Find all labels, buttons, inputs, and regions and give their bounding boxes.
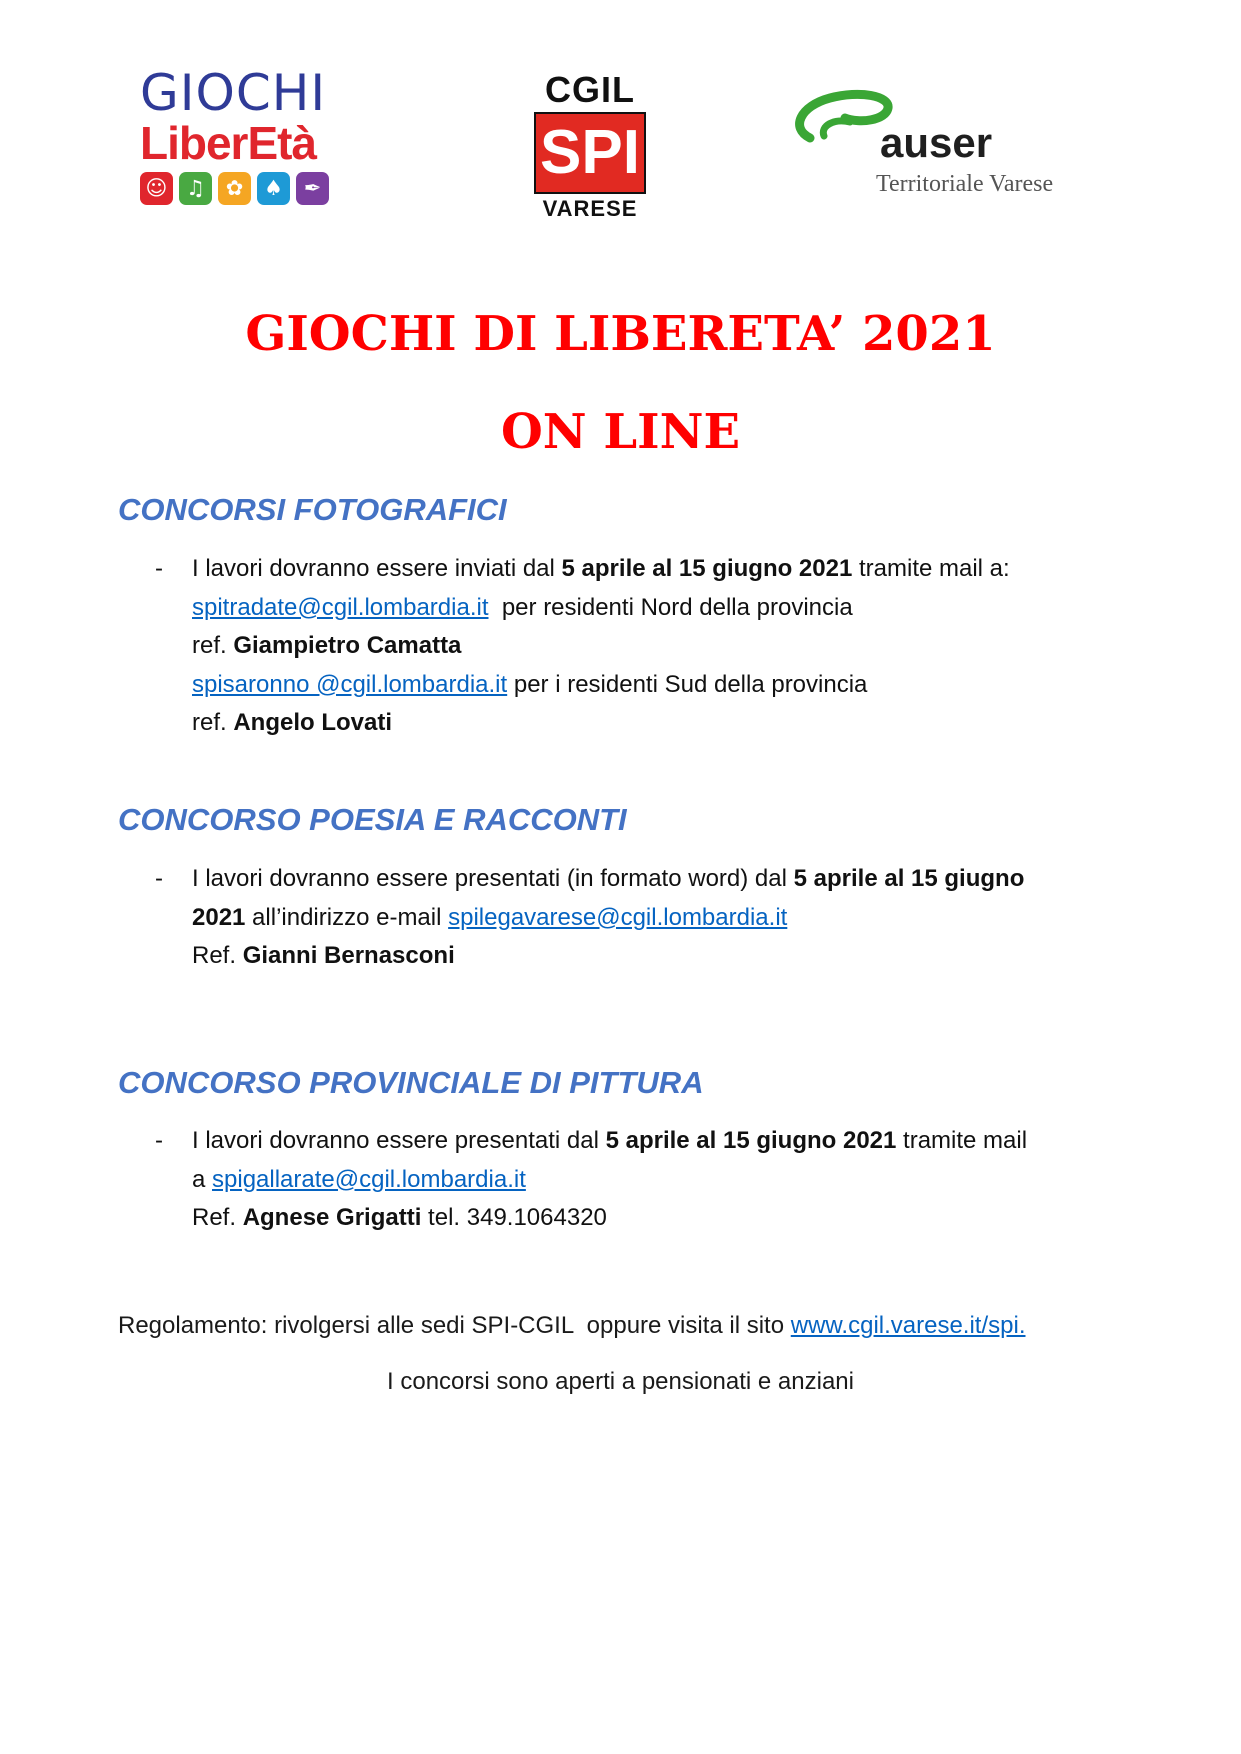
bullet-dash: - (155, 865, 163, 892)
ref-name: Angelo Lovati (233, 709, 393, 736)
cgil-spi-varese-logo (534, 69, 646, 221)
text: a (192, 1165, 213, 1193)
cgil-logo-text: CGIL (545, 69, 635, 110)
music-note-icon: ♫ (179, 172, 212, 205)
section-heading-foto: CONCORSI FOTOGRAFICI (118, 492, 507, 527)
text: I lavori dovranno essere presentati dal (192, 1127, 606, 1154)
text: all’indirizzo e-mail (245, 903, 449, 931)
text: per i residenti Sud della provincia (507, 670, 868, 698)
foto-details (192, 550, 1010, 743)
text: Regolamento: rivolgersi alle sedi SPI-CGIL oppure visita il sito (118, 1312, 791, 1339)
email-link-saronno[interactable]: spisaronno @cgil.lombardia.it (192, 670, 508, 698)
foto-line-2 (192, 589, 1010, 628)
poesia-line-3 (192, 937, 1024, 976)
ref-label: Ref. (192, 942, 243, 969)
poesia-details (192, 860, 1024, 976)
logo-icon-row (140, 172, 350, 205)
text: tramite mail a: (852, 555, 1010, 582)
year: 2021 (192, 903, 246, 931)
auser-logo (790, 88, 1080, 200)
date-range: 5 aprile al 15 giugno 2021 (605, 1127, 897, 1154)
playing-card-icon: ♠ (257, 172, 290, 205)
regolamento-line (118, 1310, 1026, 1342)
auser-logo-text: auser (880, 119, 993, 166)
foto-line-1 (192, 550, 1010, 589)
ref-label: ref. (192, 632, 234, 659)
varese-logo-text: VARESE (542, 196, 638, 221)
foto-line-3 (192, 627, 1010, 666)
pittura-line-3 (192, 1199, 1027, 1238)
page-title: GIOCHI DI LIBERETA’ 2021 (245, 306, 996, 362)
giochi-liberta-logo (140, 64, 350, 218)
ref-label: ref. (192, 709, 234, 736)
poesia-line-2 (192, 899, 1024, 938)
poesia-line-1 (192, 860, 1024, 899)
text: I lavori dovranno essere presentati (in formato word) dal (192, 865, 794, 892)
text: per residenti Nord della provincia (488, 593, 853, 621)
page-subtitle: ON LINE (500, 404, 741, 460)
foto-line-5 (192, 704, 1010, 743)
audience-note: I concorsi sono aperti a pensionati e anziani (387, 1368, 854, 1395)
section-heading-pittura: CONCORSO PROVINCIALE DI PITTURA (118, 1065, 704, 1100)
section-heading-poesia: CONCORSO POESIA E RACCONTI (118, 802, 627, 837)
palette-icon: ✿ (218, 172, 251, 205)
liberta-logo-text: LiberEtà (140, 117, 317, 169)
foto-line-4 (192, 666, 1010, 705)
giochi-logo-text: GIOCHI (140, 64, 327, 122)
bullet-dash: - (155, 1127, 163, 1154)
auser-subtitle: Territoriale Varese (876, 171, 1054, 197)
date-range: 5 aprile al 15 giugno 2021 (561, 555, 853, 582)
ref-label: Ref. (192, 1204, 243, 1231)
pittura-details (192, 1122, 1027, 1238)
email-link-legavarese[interactable]: spilegavarese@cgil.lombardia.it (448, 903, 788, 931)
ref-name: Gianni Bernasconi (242, 942, 455, 969)
pittura-line-1 (192, 1122, 1027, 1161)
ref-name: Agnese Grigatti (242, 1204, 422, 1231)
text: I lavori dovranno essere inviati dal (192, 555, 562, 582)
ref-name: Giampietro Camatta (233, 632, 462, 659)
pen-nib-icon: ✒ (296, 172, 329, 205)
pittura-line-2 (192, 1161, 1027, 1200)
text: tramite mail (896, 1127, 1028, 1154)
theatre-masks-icon: ☺ (140, 172, 173, 205)
bullet-dash: - (155, 555, 163, 582)
email-link-gallarate[interactable]: spigallarate@cgil.lombardia.it (212, 1165, 526, 1193)
phone-number: tel. 349.1064320 (421, 1204, 607, 1231)
date-range: 5 aprile al 15 giugno (793, 865, 1025, 892)
spi-logo-text: SPI (534, 112, 646, 194)
website-link[interactable]: www.cgil.varese.it/spi. (790, 1312, 1026, 1339)
email-link-tradate[interactable]: spitradate@cgil.lombardia.it (192, 593, 489, 621)
